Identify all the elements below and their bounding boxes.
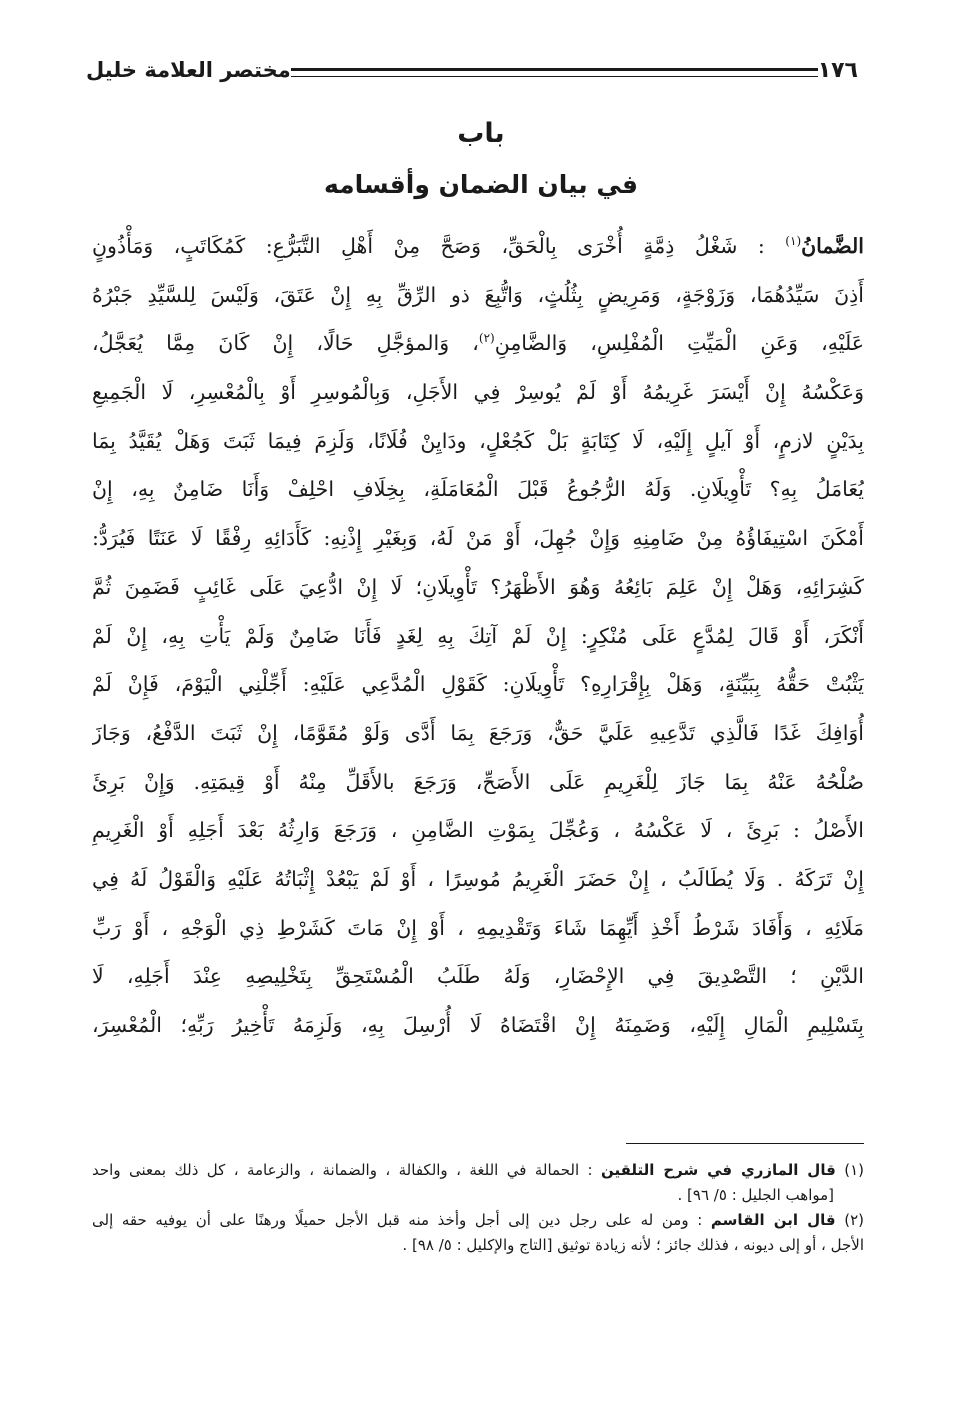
footnote-number: (١) [844, 1161, 864, 1179]
chapter-title: باب [457, 118, 505, 149]
header-rule [291, 68, 818, 77]
text-line: مَلَائِهِ ، وَأَفَادَ شَرْطُ أَخْذِ أَيِّهِمَا شَاءَ وَتَقْدِيمِهِ ، أَوْ إِنْ مَاتَ كَشَرْطِ ذِي الْوَجْهِ ، أَوْ رَبِّ [92, 915, 864, 940]
footnote-ref: (١) [785, 234, 802, 249]
text-line: الدَّيْنِ ؛ التَّصْدِيقَ فِي الإِحْضَارِ، وَلَهُ طَلَبُ الْمُسْتَحِقِّ بِتَخْلِيصِهِ عِنْدَ أَجَلِهِ، لَا [92, 964, 864, 989]
text-line: أَمْكَنَ اسْتِيفَاؤُهُ مِنْ ضَامِنِهِ وَإِنْ جُهِلَ، أَوْ مَنْ لَهُ، وَبِغَيْرِ إِذْنِهِ: كَأَدَائِهِ رِفْقًا لَا عَنَتًا فَيُرَدُّ: [92, 526, 864, 551]
main-text [92, 222, 864, 1050]
text-line: كَشِرَائِهِ، وَهَلْ إِنْ عَلِمَ بَائِعُهُ وَهُوَ الأَظْهَرُ؟ تَأْوِيلَانِ؛ لَا إِنْ ادُّعِيَ عَلَى غَائِبٍ فَضَمِنَ ثُمَّ [92, 574, 864, 599]
text-line: يُعَامَلُ بِهِ؟ تَأْوِيلَانِ. وَلَهُ الرُّجُوعُ قَبْلَ الْمُعَامَلَةِ، بِخِلَافِ احْلِفْ وَأَنَا ضَامِنٌ بِهِ، إِنْ [92, 477, 864, 502]
chapter-subtitle: في بيان الضمان وأقسامه [323, 170, 639, 199]
page-number: ١٧٦ [817, 57, 858, 83]
footnote-ref: (٢) [478, 331, 495, 346]
book-title: مختصر العلامة خليل [86, 58, 291, 82]
text-line: إِنْ تَرَكَهُ . وَلَا يُطَالَبُ ، إِنْ حَضَرَ الْغَرِيمُ مُوسِرًا ، أَوْ لَمْ يَبْعُدْ إِثْبَاتُهُ عَلَيْهِ وَالْقَوْلُ لَهُ فِي [92, 866, 864, 891]
text-line: أُوَافِكَ غَدًا فَالَّذِي تَدَّعِيهِ عَلَيَّ حَقٌّ، وَرَجَعَ بِمَا أَدَّى وَلَوْ مُقَوَّمًا، إِنْ ثَبَتَ الدَّفْعُ، وَجَازَ [92, 720, 864, 745]
text-line: أَنْكَرَ، أَوْ قَالَ لِمُدَّعٍ عَلَى مُنْكِرٍ: إِنْ لَمْ آتِكَ بِهِ لِغَدٍ فَأَنَا ضَامِنٌ وَلَمْ يَأْتِ بِهِ، إِنْ لَمْ [92, 623, 864, 648]
footnote-separator [626, 1143, 864, 1144]
footnote-source: قال ابن القاسم [710, 1211, 836, 1229]
footnote-1: (١) قال المازري في شرح التلقين : الحمالة في اللغة ، والكفالة ، والضمانة ، والزعامة ، كل ذلك بمعنى واحد [مواهب الجليل : ٥/ ٩٦] . [92, 1161, 864, 1204]
footnotes [92, 1158, 864, 1258]
defined-term: الضَّمانُ [801, 234, 864, 258]
text-line: بِتَسْلِيمِ الْمَالِ إِلَيْهِ، وَضَمِنَهُ إِنْ اقْتَضَاهُ لَا أُرْسِلَ بِهِ، وَلَزِمَهُ تَأْخِيرُ رَبِّهِ؛ الْمُعْسِرَ، [92, 1013, 864, 1037]
text-line: الأَصْلُ : بَرِئَ ، لَا عَكْسُهُ ، وَعُجِّلَ بِمَوْتِ الضَّامِنِ ، وَرَجَعَ وَارِثُهُ بَعْدَ أَجَلِهِ أَوْ الْغَرِيمِ [92, 818, 864, 843]
footnote-number: (٢) [844, 1211, 864, 1229]
text-line: الضَّمانُ$^{(١)}$ : شَغْلُ ذِمَّةٍ أُخْرَى بِالْحَقِّ، وَصَحَّ مِنْ أَهْلِ التَّبَرُّعِ: كَمُكَاتَبٍ، وَمَأْذُونٍ [92, 234, 864, 258]
text-line: عَلَيْهِ، وَعَنِ الْمَيِّتِ الْمُفْلِسِ، وَالضَّامِنِ$^{(٢)}$، وَالمؤجَّلِ حَالًا، إِنْ كَانَ مِمَّا يُعَجَّلُ، [92, 331, 864, 356]
text-line: صُلْحُهُ عَنْهُ بِمَا جَازَ لِلْغَرِيمِ عَلَى الأَصَحِّ، وَرَجَعَ بالأَقَلِّ مِنْهُ أَوْ قِيمَتِهِ. وَإِنْ بَرِئَ [92, 769, 864, 794]
text-line: يَثْبُتْ حَقُّهُ بِبَيِّنَةٍ، وَهَلْ بِإِقْرَارِهِ؟ تَأْوِيلَانِ: كَقَوْلِ الْمُدَّعِي عَلَيْهِ: أَجِّلْنِي الْيَوْمَ، فَإِنْ لَمْ [92, 672, 864, 697]
text-line: وَعَكْسُهُ إِنْ أَيْسَرَ غَرِيمُهُ أَوْ لَمْ يُوسِرْ فِي الأَجَلِ، وَبِالْمُوسِرِ أَوْ بِالْمُعْسِرِ، لَا الْجَمِيعِ [92, 380, 864, 405]
footnote-source: قال المازري في شرح التلقين [601, 1161, 836, 1179]
footnote-2: (٢) قال ابن القاسم : ومن له على رجل دين إلى أجل وأخذ منه قبل الأجل حميلًا ورهنًا على أن يوفيه حقه إلى الأجل ، أو إلى ديونه ، فذلك جائز ؛ لأنه زيادة توثيق [التاج والإكليل : ٥/ ٩٨] . [92, 1211, 864, 1254]
text-line: أَذِنَ سَيِّدُهُمَا، وَزَوْجَةٍ، وَمَرِيضٍ بِثُلُثٍ، وَاتُّبِعَ ذو الرِّقِّ بِهِ إِنْ عَتَقَ، وَلَيْسَ لِلسَّيِّدِ جَبْرُهُ [92, 282, 864, 307]
text-line: بِدَيْنٍ لازمٍ، أَوْ آيلٍ إِلَيْهِ، لَا كِتَابَةٍ بَلْ كَجُعْلٍ، ودَايِنْ فُلَانًا، وَلَزِمَ فِيمَا ثَبَتَ وَهَلْ يُقَيَّدُ بِمَا [92, 428, 864, 453]
page-header [72, 40, 874, 100]
